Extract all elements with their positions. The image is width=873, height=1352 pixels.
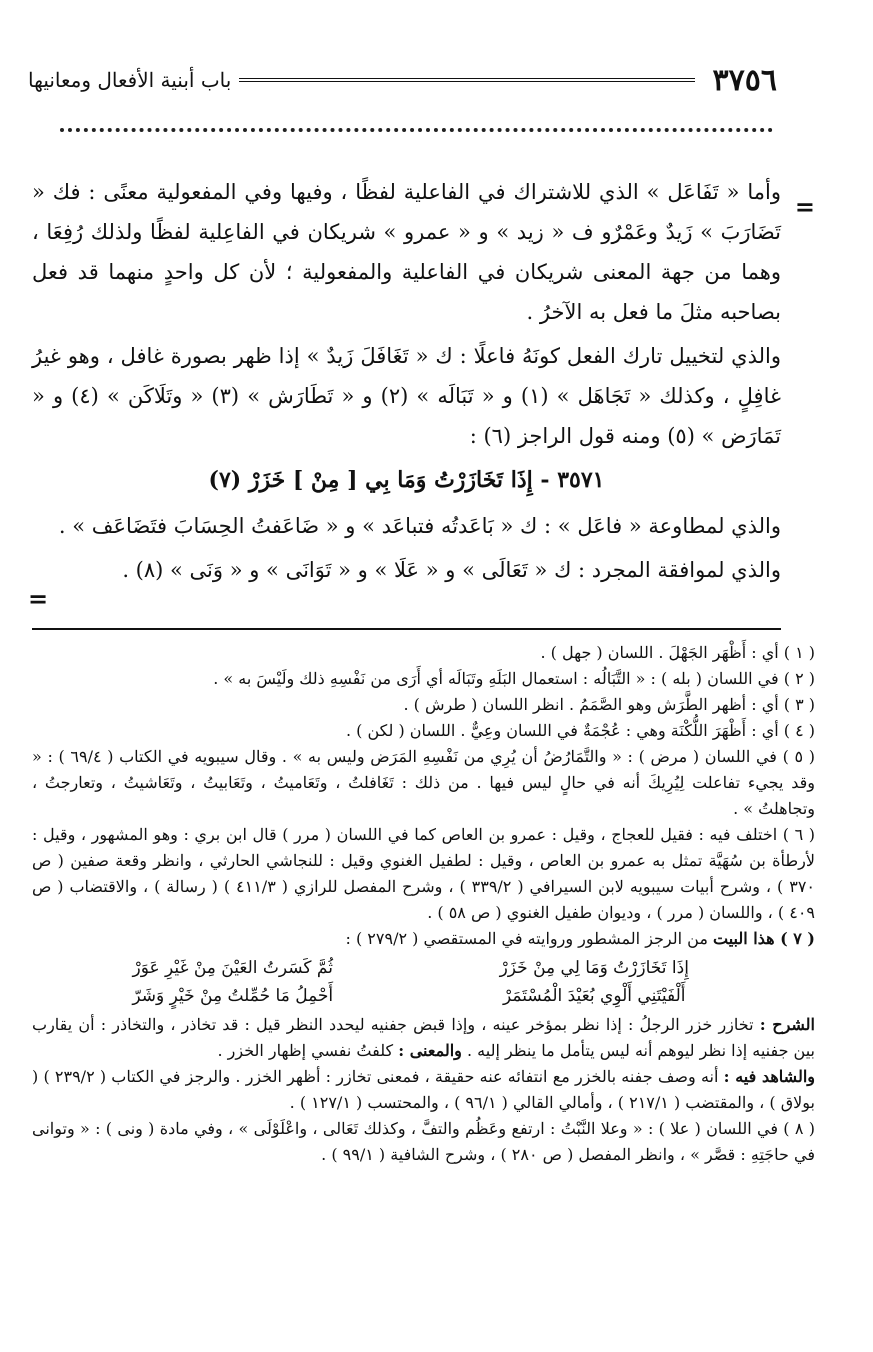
poem-line: أَلْفَيْتَنِي أَلْوِي بُعَيْدَ الْمُسْتَمَرْ (503, 986, 686, 1006)
sharh-label: الشرح : (759, 1015, 815, 1034)
poem-lines (32, 952, 815, 1012)
paragraph-mutawaa: والذي لمطاوعة « فاعَل » : ك « بَاعَدتُه فتباعَد » و « ضَاعَفتُ الحِسَابَ فتَضَاعَف » . (58, 514, 781, 538)
footnote-7-shahid (32, 1064, 815, 1116)
poem-line: إِذَا تَخَازَرْتُ وَمَا لِي مِنْ خَزَرْ (499, 958, 689, 978)
paragraph-takhyil: والذي لتخييل تارك الفعل كونَهُ فاعلًا : ك « تَغَافَلَ زَيدٌ » إذا ظهر بصورة غافل ، وهو غيرُ غافِلٍ ، وكذلك « تَجَاهَل » (١) و « تَبَالَه » (٢) و « تَطَارَش » (٣) « وتَلَاكَن » (٤) و « تَمَارَض » (٥) ومنه قول الراجز (٦) : (32, 344, 781, 448)
footnote-8: ( ٨ ) في اللسان ( علا ) : « وعلا النَّبْتُ : ارتفع وعَظُم والتفَّ ، وكذلك تَعَالى ، واعْلَوْلَى » ، وفي مادة ( ونى ) : « وتوانى في حاجَتِهِ : قصَّر » ، وانظر المفصل ( ص ٢٨٠ ) ، وشرح الشافية ( ٩٩/١ ) . (32, 1119, 816, 1164)
footnotes (32, 640, 815, 1168)
page-number: ٣٧٥٦ (712, 62, 777, 98)
running-title: باب أبنية الأفعال ومعانيها (28, 68, 232, 92)
footnote-7 (32, 926, 815, 952)
sharh-text: تخازر خزر الرجلُ : إذا نظر بمؤخر عينه ، وإذا قبض جفنيه ليحدد النظر قيل : قد تخاذر ، والتخاذر : أن يقارب بين جفنيه إذا نظر ليوهم أنه ليس يتأمل ما ينظر إليه . (32, 1015, 815, 1060)
footnote-2: ( ٢ ) في اللسان ( بله ) : « التَّبَالُه : استعمال البَلَهِ وتَبَالَه أي أَرَى من نَفْسِهِ ذلك ولَيْسَ به » . (213, 669, 815, 688)
verse-3571: ٣٥٧١ - إِذَا تَخَازَرْتُ وَمَا بِي [ مِنْ ] خَزَرْ (٧) (208, 467, 605, 493)
maana-label: والمعنى : (398, 1041, 462, 1060)
paragraph-tafaal: وأما « تَفَاعَل » الذي للاشتراك في الفاعلية لفظًا ، وفيها وفي المفعولية معنًى : فك « تَضَارَبَ » زَيدٌ وعَمْرٌو ف « زيد » و « عمرو » شريكان في الفاعِلية لفظًا ولذلك رُفِعَا ، وهما من جهة المعنى شريكان في الفاعلية والمفعولية ؛ لأن كل واحدٍ منهما قد فعل بصاحبه مثلَ ما فعل به الآخرُ . (32, 180, 781, 324)
footnote-1: ( ١ ) أي : أَظْهَر الجَهْلَ . اللسان ( جهل ) . (540, 643, 815, 662)
paragraph-muwafaqa: والذي لموافقة المجرد : ك « تَعَالَى » و « عَلَا » و « تَوَانَى » و « وَنَى » (٨) . (122, 558, 781, 582)
continuation-mark-right: = (794, 192, 815, 221)
footnote-3: ( ٣ ) أي : أظهر الطَّرَش وهو الصَّمَمُ . انظر اللسان ( طرش ) . (403, 695, 815, 714)
footnote-7-lead: ( ٧ ) هذا البيت (713, 929, 815, 948)
continuation-mark-left: = (28, 584, 49, 613)
footnote-separator (32, 628, 781, 630)
footnote-5: ( ٥ ) في اللسان ( مرض ) : « والتَّمَارُضُ أن يُرِي من نَفْسِهِ المَرَض وليس به » . وقال سيبويه في الكتاب ( ٦٩/٤ ) : « وقد يجيء تفاعلت لِيُرِيكَ أنه في حالٍ ليس فيها . من ذلك : تَغَافلتُ ، وتَعَاميتُ ، وتَعَابيتُ ، وتَعَاشيتُ ، وتعارجتُ ، وتجاهلتُ » . (32, 747, 815, 818)
dotted-separator (60, 128, 773, 132)
poem-line: ثُمَّ كَسَرتُ العَيْنَ مِنْ غَيْرِ عَوَرْ (132, 958, 333, 978)
maana-text: كلفتُ نفسي إظهار الخزر . (217, 1041, 394, 1060)
footnote-6: ( ٦ ) اختلف فيه : فقيل للعجاج ، وقيل : عمرو بن العاص كما في اللسان ( مرر ) قال ابن بري : وهو المشهور ، وقيل : لأرطأة بن سُهَيَّة تمثل به عمرو بن العاص ، وقيل : لطفيل الغنوي وقيل : للنجاشي الحارثي ، وانظر وقعة صفين ( ص ٣٧٠ ) ، وشرح أبيات سيبويه لابن السيرافي ( ٣٣٩/٢ ) ، وشرح المفصل للرازي ( ٤١١/٣ ) ( رسالة ) ، والاقتضاب ( ص ٤٠٩ ) ، واللسان ( مرر ) ، وديوان طفيل الغنوي ( ص ٥٨ ) . (32, 825, 816, 922)
shahid-label: والشاهد فيه : (723, 1067, 815, 1086)
footnote-7-sharh (32, 1012, 815, 1064)
page-header (28, 60, 777, 100)
poem-line: أَحْمِلُ مَا حُمِّلتُ مِنْ خَيْرٍ وَشَرّ (132, 986, 334, 1006)
main-text (32, 172, 781, 594)
shahid-text: أنه وصف جفنه بالخزر مع انتفائه عنه حقيقة ، فمعنى تخازر : أظهر الخزر . والرجز في الكتاب ( ٢٣٩/٢ ) ( بولاق ) ، والمقتضب ( ٢١٧/١ ) ، وأمالي القالي ( ٩٦/١ ) ، والمحتسب ( ١٢٧/١ ) . (32, 1067, 815, 1112)
header-rule (239, 78, 694, 82)
footnote-4: ( ٤ ) أي : أَظْهَرَ اللُّكْنَة وهي : عُجْمَةٌ في اللسان وعِيٌّ . اللسان ( لكن ) . (346, 721, 815, 740)
footnote-7-text: من الرجز المشطور وروايته في المستقصي ( ٢٧٩/٢ ) : (345, 929, 708, 948)
